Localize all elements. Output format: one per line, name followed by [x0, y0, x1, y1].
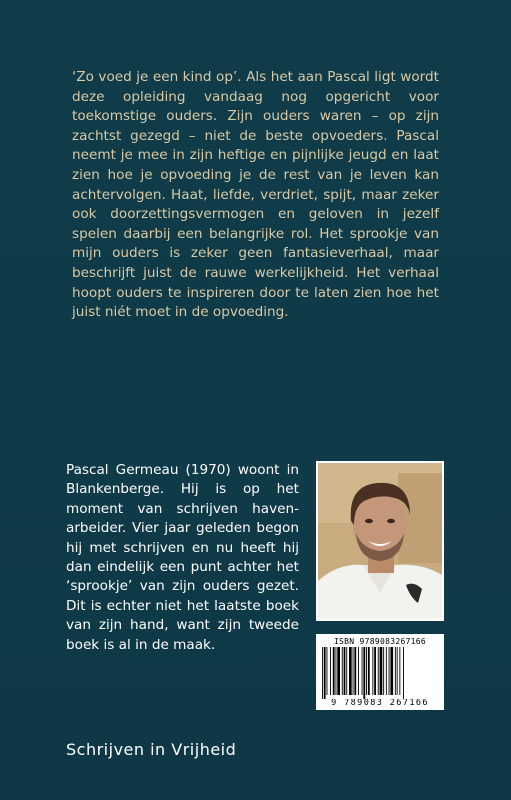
barcode-bar [353, 647, 354, 695]
barcode-bar [366, 647, 367, 695]
barcode-bar [327, 647, 328, 695]
author-portrait-image [318, 463, 442, 619]
barcode-bar [346, 647, 347, 695]
barcode-bar [333, 647, 335, 695]
barcode-bar [378, 647, 379, 695]
barcode-bar [368, 647, 370, 695]
barcode-bar [390, 647, 393, 695]
barcode-bar [336, 647, 337, 695]
barcode-bar [397, 647, 398, 695]
isbn-label: ISBN 9789083267166 [333, 637, 427, 646]
barcode-bars [320, 647, 440, 699]
author-photo [316, 461, 444, 621]
barcode-bar [358, 647, 359, 695]
blurb-text: ‘Zo voed je een kind op’. Als het aan Pascal ligt wordt deze opleiding vandaag nog opgericht voor toekomstige ouders. Zijn ouders waren – op zijn zachtst gezegd – niet de beste opvoeders. Pascal neemt je mee in zijn heftige en pijnlijke jeugd en laat zien hoe je opvoeding je de rest van je leven kan achtervolgen. Haat, liefde, verdriet, spijt, maar zeker ook doorzettingsvermogen en geloven in jezelf spelen daarbij een belangrijke rol. Het sprookje van mijn ouders is zeker geen fantasieverhaal, maar beschrijft juist de rauwe werkelijkheid. Het verhaal hoopt ouders te inspireren door te laten zien hoe het juist niét moet in de opvoeding. [72, 69, 439, 321]
isbn-barcode [316, 634, 444, 710]
barcode-bar [389, 647, 390, 695]
barcode-bar [399, 647, 400, 695]
barcode-bar [363, 647, 365, 699]
ean-digits: 9 789083 267166 [331, 699, 429, 708]
barcode-bar [372, 647, 373, 695]
barcode-bar [349, 647, 352, 695]
barcode-bar [383, 647, 384, 695]
barcode-bar [344, 647, 346, 695]
barcode-bar [386, 647, 387, 695]
author-bio: Pascal Germeau (1970) woont in Blankenberge. Hij is op het moment van schrijven havenarbeider. Vier jaar geleden begon hij met schrijven en nu heeft hij dan eindelijk een punt achter het ‘sprookje’ van zijn ouders gezet. Dit is echter niet het laatste boek van zijn hand, want zijn tweede boek is al in de maak. [66, 462, 299, 653]
barcode-bar [337, 647, 340, 695]
barcode-bar [330, 647, 331, 695]
barcode-bar [362, 647, 363, 695]
barcode-bar [324, 647, 326, 699]
barcode-bar [374, 647, 376, 695]
barcode-bar [354, 647, 356, 695]
barcode-bar [342, 647, 343, 695]
publisher-name: Schrijven in Vrijheid [66, 740, 237, 759]
barcode-bar [395, 647, 396, 695]
barcode-bar [403, 647, 404, 699]
barcode-bar [380, 647, 383, 695]
barcode-bar [322, 647, 323, 699]
